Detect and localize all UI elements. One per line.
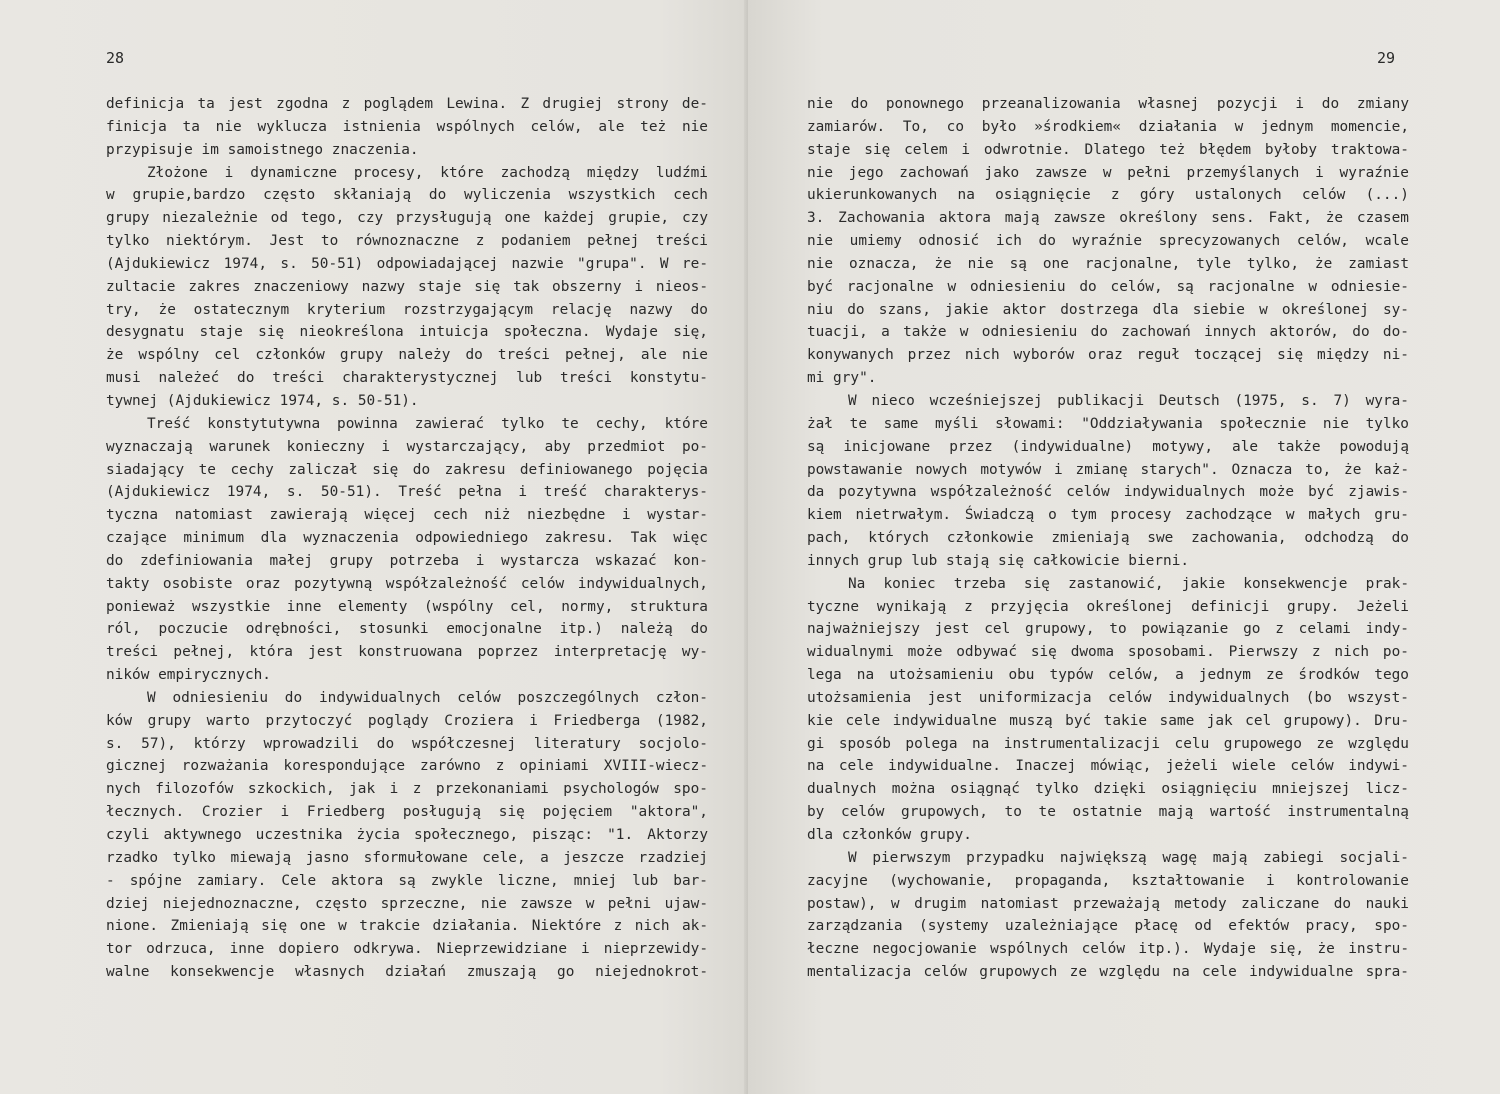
text-line: łecznych. Crozier i Friedberg posługują się pojęciem "aktora", bbox=[106, 804, 708, 821]
text-line: ników empirycznych. bbox=[106, 667, 271, 684]
text-line: niu do szans, jakie aktor dostrzega dla siebie w określonej sy- bbox=[807, 301, 1409, 318]
text-line: zamiarów. To, co było »środkiem« działania w jednym momencie, bbox=[807, 118, 1409, 135]
text-line: W odniesieniu do indywidualnych celów poszczególnych człon- bbox=[147, 689, 708, 706]
text-line: że wspólny cel członków grupy należy do treści pełnej, ale nie bbox=[106, 347, 708, 364]
text-line: dualnych można osiągnąć tylko dzięki osiągnięciu mniejszej licz- bbox=[807, 781, 1409, 798]
text-line: przypisuje im samoistnego znaczenia. bbox=[106, 141, 419, 158]
text-line: - spójne zamiary. Cele aktora są zwykle liczne, mniej lub bar- bbox=[106, 872, 708, 889]
text-line: łeczne negocjowanie wspólnych celów itp.). Wydaje się, że instru- bbox=[807, 941, 1409, 958]
page-number: 29 bbox=[1377, 49, 1396, 67]
text-line: (Ajdukiewicz 1974, s. 50-51). Treść pełna i treść charakterys- bbox=[106, 484, 708, 501]
right-page-text bbox=[807, 93, 1409, 984]
text-line: innych grup lub stają się całkowicie bierni. bbox=[807, 552, 1190, 569]
text-line: nie do ponownego przeanalizowania własnej pozycji i do zmiany bbox=[807, 96, 1409, 112]
left-page bbox=[0, 0, 748, 1094]
text-line: tyczna natomiast zawierają więcej cech niż niezbędne i wystar- bbox=[106, 507, 708, 524]
text-line: definicja ta jest zgodna z poglądem Lewina. Z drugiej strony de- bbox=[106, 96, 708, 112]
text-line: tor odrzuca, inne dopiero odkrywa. Nieprzewidziane i nieprzewidy- bbox=[106, 941, 708, 958]
page-number: 28 bbox=[106, 49, 125, 67]
text-line: być racjonalne w odniesieniu do celów, są racjonalne w odniesie- bbox=[807, 278, 1409, 295]
text-line: czające minimum dla wyznaczenia odpowiedniego zakresu. Tak więc bbox=[106, 530, 708, 547]
text-line: mi gry". bbox=[807, 370, 877, 387]
text-line: są inicjowane przez (indywidualne) motywy, ale także powodują bbox=[807, 438, 1409, 455]
text-line: dziej niejednoznaczne, często sprzeczne, nie zawsze w pełni ujaw- bbox=[106, 895, 708, 912]
text-line: Złożone i dynamiczne procesy, które zachodzą między ludźmi bbox=[147, 164, 708, 181]
text-line: s. 57), którzy wprowadzili do współczesnej literatury socjolo- bbox=[106, 735, 708, 752]
text-line: do zdefiniowania małej grupy potrzeba i wystarcza wskazać kon- bbox=[106, 552, 708, 569]
text-line: W nieco wcześniejszej publikacji Deutsch (1975, s. 7) wyra- bbox=[848, 392, 1409, 409]
text-line: nie oznacza, że nie są one racjonalne, tyle tylko, że zamiast bbox=[807, 255, 1409, 272]
text-line: żał te same myśli słowami: "Oddziaływania społecznie nie tylko bbox=[807, 415, 1409, 432]
text-line: lega na utożsamieniu obu typów celów, a jednym ze środków tego bbox=[807, 667, 1409, 684]
text-line: tyczne wynikają z przyjęcia określonej definicji grupy. Jeżeli bbox=[807, 598, 1409, 615]
text-line: da pozytywna współzależność celów indywidualnych może być zjawis- bbox=[807, 484, 1409, 501]
text-line: by celów grupowych, to te ostatnie mają wartość instrumentalną bbox=[807, 804, 1409, 821]
text-line: nie jego zachowań jako zawsze w pełni przemyślanych i wyraźnie bbox=[807, 164, 1409, 181]
text-line: konywanych przez nich wyborów oraz reguł toczącej się między ni- bbox=[807, 347, 1409, 364]
text-line: W pierwszym przypadku największą wagę mają zabiegi socjali- bbox=[848, 849, 1409, 866]
right-page bbox=[748, 0, 1500, 1094]
text-line: utożsamienia jest uniformizacja celów indywidualnych (bo wszyst- bbox=[807, 689, 1409, 706]
text-line: desygnatu staje się nieokreślona intuicja społeczna. Wydaje się, bbox=[106, 324, 708, 341]
text-line: na cele indywidualne. Inaczej mówiąc, jeżeli wiele celów indywi- bbox=[807, 758, 1409, 775]
text-line: nych filozofów szkockich, jak i z przekonaniami psychologów spo- bbox=[106, 781, 708, 798]
text-line: 3. Zachowania aktora mają zawsze określony sens. Fakt, że czasem bbox=[807, 210, 1409, 227]
text-line: rzadko tylko miewają jasno sformułowane cele, a jeszcze rzadziej bbox=[106, 849, 708, 866]
text-line: postaw), w drugim natomiast przeważają metody zaliczane do nauki bbox=[807, 895, 1409, 912]
text-line: mentalizacja celów grupowych ze względu na cele indywidualne spra- bbox=[807, 964, 1409, 981]
text-line: gi sposób polega na instrumentalizacji celu grupowego ze względu bbox=[807, 735, 1409, 752]
text-line: grupy niezależnie od tego, czy przysługują one każdej grupie, czy bbox=[106, 210, 708, 227]
text-line: takty osobiste oraz pozytywną współzależność celów indywidualnych, bbox=[106, 575, 708, 592]
text-line: zarządzania (systemy uzależniające płacę od efektów pracy, spo- bbox=[807, 918, 1409, 935]
text-line: nie umiemy odnosić ich do wyraźnie sprecyzowanych celów, wcale bbox=[807, 233, 1409, 250]
text-line: zacyjne (wychowanie, propaganda, kształtowanie i kontrolowanie bbox=[807, 872, 1409, 889]
text-line: Na koniec trzeba się zastanowić, jakie konsekwencje prak- bbox=[848, 575, 1409, 592]
text-line: tuacji, a także w odniesieniu do zachowań innych aktorów, do do- bbox=[807, 324, 1409, 341]
text-line: czyli aktywnego uczestnika życia społecznego, pisząc: "1. Aktorzy bbox=[106, 827, 708, 843]
text-line: powstawanie nowych motywów i zmianę starych". Oznacza to, że każ- bbox=[807, 461, 1409, 478]
text-line: siadający te cechy zaliczał się do zakresu definiowanego pojęcia bbox=[106, 461, 708, 478]
text-line: nione. Zmieniają się one w trakcie działania. Niektóre z nich ak- bbox=[106, 918, 708, 935]
text-line: treści pełnej, która jest konstruowana poprzez interpretację wy- bbox=[106, 644, 708, 661]
text-line: kiem nietrwałym. Świadczą o tym procesy zachodzące w małych gru- bbox=[807, 507, 1409, 524]
left-page-text bbox=[106, 93, 708, 984]
text-line: zultacie zakres znaczeniowy nazwy staje się tak obszerny i nieos- bbox=[106, 278, 708, 295]
text-line: ról, poczucie odrębności, stosunki emocjonalne itp.) należą do bbox=[106, 621, 708, 638]
text-line: w grupie,bardzo często skłaniają do wyliczenia wszystkich cech bbox=[106, 187, 708, 204]
text-line: wyznaczają warunek konieczny i wystarczający, aby przedmiot po- bbox=[106, 438, 708, 455]
text-line: try, że ostatecznym kryterium rozstrzygającym relację nazwy do bbox=[106, 301, 708, 318]
text-line: dla członków grupy. bbox=[807, 827, 972, 843]
text-line: widualnymi może odbywać się dwoma sposobami. Pierwszy z nich po- bbox=[807, 644, 1409, 661]
text-line: tywnej (Ajdukiewicz 1974, s. 50-51). bbox=[106, 392, 419, 409]
text-line: staje się celem i odwrotnie. Dlatego też błędem byłoby traktowa- bbox=[807, 141, 1409, 158]
text-line: ków grupy warto przytoczyć poglądy Croziera i Friedberga (1982, bbox=[106, 712, 708, 729]
text-line: pach, których członkowie zmieniają swe zachowania, odchodzą do bbox=[807, 530, 1409, 547]
text-line: musi należeć do treści charakterystycznej lub treści konstytu- bbox=[106, 370, 708, 387]
text-line: (Ajdukiewicz 1974, s. 50-51) odpowiadającej nazwie "grupa". W re- bbox=[106, 255, 708, 272]
text-line: finicja ta nie wyklucza istnienia wspólnych celów, ale też nie bbox=[106, 118, 708, 135]
text-line: ukierunkowanych na osiągnięcie z góry ustalonych celów (...) bbox=[807, 187, 1409, 204]
text-line: Treść konstytutywna powinna zawierać tylko te cechy, które bbox=[147, 415, 708, 432]
text-line: ponieważ wszystkie inne elementy (wspólny cel, normy, struktura bbox=[106, 598, 708, 615]
text-line: gicznej rozważania korespondujące zarówno z opiniami XVIII-wiecz- bbox=[106, 758, 708, 775]
text-line: kie cele indywidualne muszą być takie same jak cel grupowy). Dru- bbox=[807, 712, 1409, 729]
text-line: walne konsekwencje własnych działań zmuszają go niejednokrot- bbox=[106, 964, 708, 981]
text-line: tylko niektórym. Jest to równoznaczne z podaniem pełnej treści bbox=[106, 233, 708, 250]
text-line: najważniejszy jest cel grupowy, to powiązanie go z celami indy- bbox=[807, 621, 1409, 638]
